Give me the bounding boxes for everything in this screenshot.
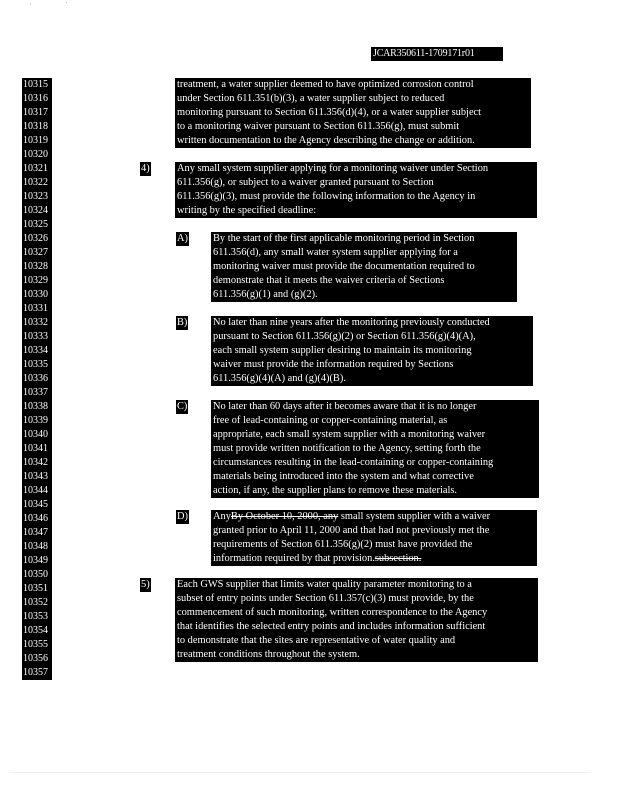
text-line: commencement of such monitoring, written correspondence to the Agency [177, 607, 488, 618]
line-number: 10316 [22, 92, 52, 106]
text-line: action, if any, the supplier plans to remove these materials. [213, 485, 458, 496]
line-number: 10355 [22, 638, 52, 652]
line-number: 10322 [22, 176, 52, 190]
text-line: 611.356(g), or subject to a waiver granted pursuant to Section [177, 177, 434, 188]
text-line: under Section 611.351(b)(3), a water supplier subject to reduced [177, 93, 445, 104]
line-number: 10342 [22, 456, 52, 470]
line-number: 10353 [22, 610, 52, 624]
line-number: 10354 [22, 624, 52, 638]
text-line: monitoring waiver must provide the documentation required to [213, 261, 475, 272]
line-number: 10325 [22, 218, 52, 232]
line-number: 10335 [22, 358, 52, 372]
item-label-5: 5) [141, 579, 150, 590]
line-number: 10317 [22, 106, 52, 120]
item-label-C: C) [177, 401, 188, 412]
line-number: 10356 [22, 652, 52, 666]
paragraph-item-C [211, 400, 539, 498]
line-number: 10345 [22, 498, 52, 512]
item-label-4: 4) [141, 163, 150, 174]
document-code: JCAR350611-1709171r01 [371, 47, 503, 61]
text-line: to a monitoring waiver pursuant to Section 611.356(g), must submit [177, 121, 460, 132]
text-line: requirements of Section 611.356(g)(2) must have provided the [213, 539, 473, 550]
line-number: 10341 [22, 442, 52, 456]
line-number: 10330 [22, 288, 52, 302]
paragraph-item-A [211, 232, 517, 302]
text-line: that identifies the selected entry points and includes information sufficient [177, 621, 486, 632]
line-number: 10332 [22, 316, 52, 330]
line-number: 10318 [22, 120, 52, 134]
line-number: 10334 [22, 344, 52, 358]
text-line: must provide written notification to the Agency, setting forth the [213, 443, 481, 454]
line-number: 10333 [22, 330, 52, 344]
line-number: 10347 [22, 526, 52, 540]
text-line: 611.356(d), any small water system supplier applying for a [213, 247, 458, 258]
line-number: 10340 [22, 428, 52, 442]
text-line: monitoring pursuant to Section 611.356(d)(4), or a water supplier subject [177, 107, 482, 118]
item-label-B: B) [177, 317, 188, 328]
item-label-D: D) [177, 511, 188, 522]
line-number: 10327 [22, 246, 52, 260]
text-line: pursuant to Section 611.356(g)(2) or Section 611.356(g)(4)(A), [213, 331, 476, 342]
text-line: 611.356(g)(1) and (g)(2). [213, 289, 318, 300]
inserted-text: Any [213, 511, 231, 522]
text-line: to demonstrate that the sites are representative of water quality and [177, 635, 456, 646]
line-number: 10346 [22, 512, 52, 526]
text-line: 611.356(g)(3), must provide the following information to the Agency in [177, 191, 476, 202]
text-line: treatment conditions throughout the system. [177, 649, 360, 660]
struck-text: By October 10, 2000, any [230, 511, 339, 522]
line-number: 10349 [22, 554, 52, 568]
text-segment: small system supplier with a waiver [338, 511, 491, 522]
paragraph-item-B [211, 316, 533, 386]
paragraph-item-D [211, 510, 537, 566]
text-line: each small system supplier desiring to maintain its monitoring [213, 345, 472, 356]
text-line: granted prior to April 11, 2000 and that had not previously met the [213, 525, 490, 536]
line-number: 10337 [22, 386, 52, 400]
line-number: 10331 [22, 302, 52, 316]
text-line: treatment, a water supplier deemed to have optimized corrosion control [177, 79, 474, 90]
text-line [213, 552, 535, 566]
scan-speck [30, 4, 31, 5]
paragraph-item-5 [175, 578, 538, 662]
text-line: 611.356(g)(4)(A) and (g)(4)(B). [213, 373, 346, 384]
line-number: 10326 [22, 232, 52, 246]
text-line: subset of entry points under Section 611.357(c)(3) must provide, by the [177, 593, 474, 604]
line-number: 10324 [22, 204, 52, 218]
text-line: materials being introduced into the system and what corrective [213, 471, 474, 482]
line-number: 10348 [22, 540, 52, 554]
line-number: 10352 [22, 596, 52, 610]
line-number: 10320 [22, 148, 52, 162]
line-number: 10351 [22, 582, 52, 596]
line-number: 10319 [22, 134, 52, 148]
text-line: written documentation to the Agency describing the change or addition. [177, 135, 475, 146]
text-line: No later than 60 days after it becomes aware that it is no longer [213, 401, 477, 412]
scan-speck [66, 2, 67, 3]
inserted-text: information required by that provision. [213, 553, 375, 564]
paragraph-item-4 [175, 162, 537, 218]
text-line: Any small system supplier applying for a monitoring waiver under Section [177, 163, 489, 174]
text-line: By the start of the first applicable monitoring period in Section [213, 233, 475, 244]
line-number: 10328 [22, 260, 52, 274]
item-label-A: A) [177, 233, 188, 244]
line-number: 10321 [22, 162, 52, 176]
text-line: demonstrate that it meets the waiver criteria of Sections [213, 275, 445, 286]
line-number: 10338 [22, 400, 52, 414]
page-edge-line [10, 772, 590, 773]
line-number-column [22, 78, 52, 680]
text-line: free of lead-containing or copper-containing material, as [213, 415, 448, 426]
line-number: 10329 [22, 274, 52, 288]
line-number: 10315 [22, 78, 52, 92]
struck-text: subsection. [374, 553, 422, 564]
line-number: 10323 [22, 190, 52, 204]
line-number: 10357 [22, 666, 52, 680]
text-line: Each GWS supplier that limits water quality parameter monitoring to a [177, 579, 472, 590]
text-line: waiver must provide the information required by Sections [213, 359, 454, 370]
text-line: No later than nine years after the monitoring previously conducted [213, 317, 490, 328]
text-line: writing by the specified deadline: [177, 205, 317, 216]
line-number: 10336 [22, 372, 52, 386]
text-line: circumstances resulting in the lead-containing or copper-containing [213, 457, 494, 468]
line-number: 10339 [22, 414, 52, 428]
paragraph-intro [175, 78, 531, 148]
text-line: appropriate, each small system supplier with a monitoring waiver [213, 429, 486, 440]
text-line [213, 510, 535, 524]
line-number: 10343 [22, 470, 52, 484]
line-number: 10344 [22, 484, 52, 498]
line-number: 10350 [22, 568, 52, 582]
